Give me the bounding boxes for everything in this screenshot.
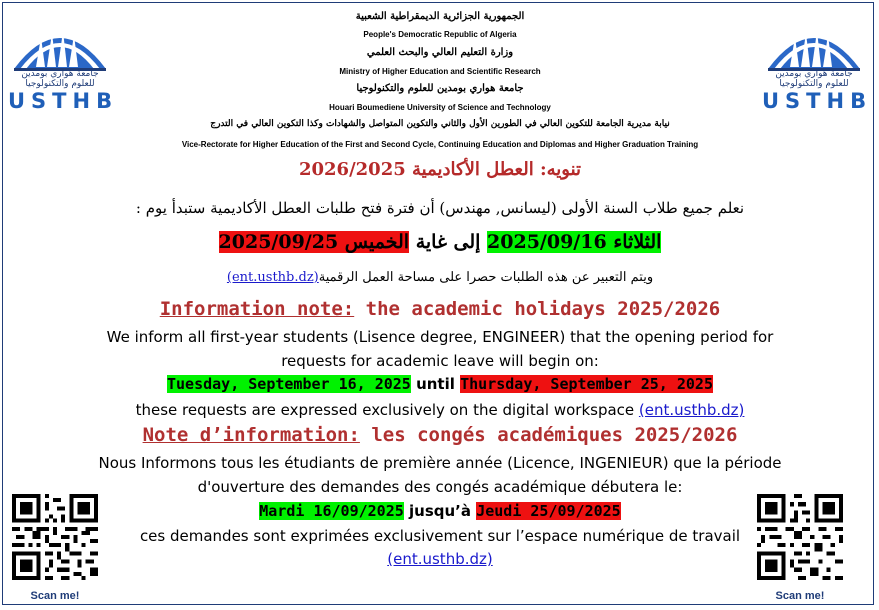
french-line2: d'ouverture des demandes des congés académique débutera le: bbox=[197, 478, 683, 496]
english-dates bbox=[40, 375, 840, 393]
arabic-ent-link[interactable]: (ent.usthb.dz) bbox=[226, 270, 319, 285]
french-ent-link[interactable]: (ent.usthb.dz) bbox=[387, 550, 493, 568]
arabic-start-date: الثلاثاء 2025/09/16 bbox=[487, 231, 662, 253]
french-until: jusqu’à bbox=[403, 502, 477, 520]
ministry-arabic: وزارة التعليم العالي والبحث العلمي bbox=[366, 47, 514, 58]
qr-code-left[interactable] bbox=[12, 494, 98, 580]
scan-me-label-right: Scan me! bbox=[775, 590, 825, 602]
french-title: Note d’information: les congés académiques 2025/2026 bbox=[142, 424, 738, 446]
scan-me-label-left: Scan me! bbox=[30, 590, 80, 602]
usthb-logo-right bbox=[762, 13, 873, 113]
english-ent-link[interactable]: (ent.usthb.dz) bbox=[638, 401, 745, 419]
english-workspace-text: these requests are expressed exclusively on the digital workspace (ent.usthb.dz) bbox=[135, 401, 745, 419]
usthb-emblem-icon bbox=[762, 13, 866, 71]
university-arabic: جامعة هواري بومدين للعلوم والتكنولوجيا bbox=[356, 83, 524, 94]
logo-wordmark: USTHB bbox=[8, 89, 119, 113]
ministry-english: Ministry of Higher Education and Scientific Research bbox=[339, 67, 541, 76]
vicerectorate-arabic: نيابة مديرية الجامعة للتكوين العالي في الطورين الأول والثاني والتكوين المتواصل والشهادات وكذا التكوين العالي في التدرج bbox=[210, 119, 670, 129]
qr-code-right[interactable] bbox=[757, 494, 843, 580]
french-end-date: Jeudi 25/09/2025 bbox=[476, 502, 621, 520]
university-english: Houari Boumediene University of Science and Technology bbox=[329, 103, 551, 112]
english-title: Information note: the academic holidays 2025/2026 bbox=[159, 298, 721, 320]
english-line2: requests for academic leave will begin on: bbox=[281, 352, 599, 370]
republic-english: People's Democratic Republic of Algeria bbox=[363, 30, 517, 39]
logo-arabic-name: جامعة هواري بومدين للعلوم والتكنولوجيا bbox=[21, 69, 99, 89]
french-dates bbox=[40, 502, 840, 520]
arabic-workspace-text: ويتم التعبير عن هذه الطلبات حصرا على مساحة العمل الرقمية(ent.usthb.dz) bbox=[226, 270, 654, 285]
vicerectorate-english: Vice-Rectorate for Higher Education of the First and Second Cycle, Continuing Education and Diplomas and Higher Graduation Training bbox=[181, 140, 699, 149]
arabic-until: إلى غاية bbox=[415, 231, 481, 253]
arabic-title: تنويه: العطل الأكاديمية 2026/2025 bbox=[298, 159, 582, 180]
qr-code-icon bbox=[12, 494, 98, 580]
french-workspace-text: ces demandes sont exprimées exclusivement sur l’espace numérique de travail bbox=[139, 527, 741, 545]
logo-wordmark: USTHB bbox=[762, 89, 873, 113]
english-start-date: Tuesday, September 16, 2025 bbox=[167, 375, 411, 393]
arabic-dates bbox=[100, 231, 780, 253]
logo-arabic-name: جامعة هواري بومدين للعلوم والتكنولوجيا bbox=[775, 69, 853, 89]
arabic-end-date: الخميس 2025/09/25 bbox=[218, 231, 410, 253]
republic-arabic: الجمهورية الجزائرية الديمقراطية الشعبية bbox=[355, 11, 525, 22]
french-start-date: Mardi 16/09/2025 bbox=[259, 502, 404, 520]
usthb-logo-left bbox=[8, 13, 119, 113]
french-link-line bbox=[40, 550, 840, 568]
english-end-date: Thursday, September 25, 2025 bbox=[460, 375, 713, 393]
usthb-emblem-icon bbox=[8, 13, 112, 71]
english-until: until bbox=[410, 375, 461, 393]
french-line1: Nous Informons tous les étudiants de première année (Licence, INGENIEUR) que la période bbox=[98, 454, 782, 472]
arabic-inform-text: نعلم جميع طلاب السنة الأولى (ليسانس, مهندس) أن فترة فتح طلبات العطل الأكاديمية ستبدأ يوم : bbox=[135, 199, 745, 217]
qr-code-icon bbox=[757, 494, 843, 580]
english-line1: We inform all first-year students (Lisence degree, ENGINEER) that the opening period for bbox=[106, 328, 774, 346]
